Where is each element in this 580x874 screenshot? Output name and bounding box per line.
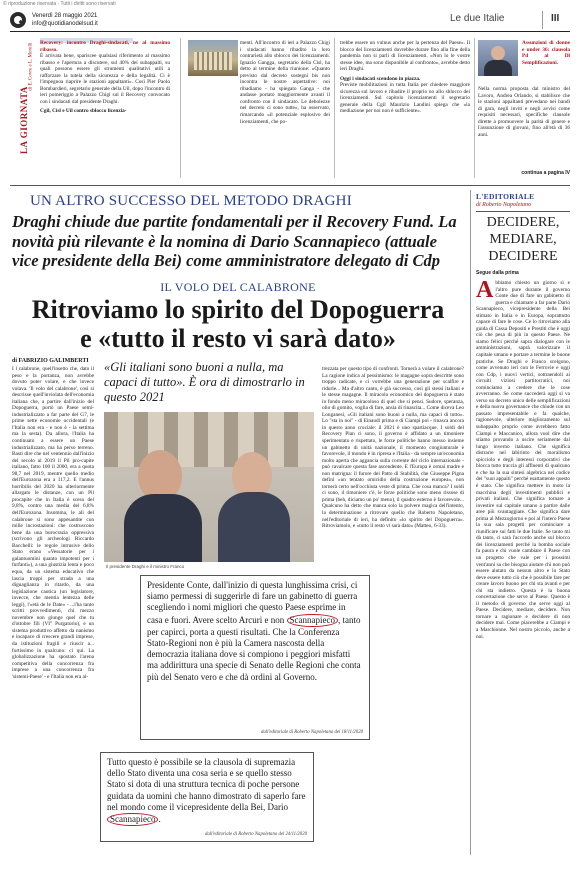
draghi-franco-photo [104, 412, 314, 562]
quote-source-1: dall'editoriale di Roberto Napoletano del 18/11/2020 [260, 730, 363, 735]
continua-link[interactable]: continua a pagina IV [521, 170, 570, 176]
brief-sindacati-cont [188, 80, 330, 176]
scannapieco-highlight-1: Scannapieco [287, 614, 338, 627]
article-column-1: I l calabrone, quell'insetto che, dato il peso e la portanza, non avrebbe dovuto poter volare, e che invece volava. 'Il volo del calabrone', così si descrisse quell'inviolata dell'economia italiana che, a partire dall'inizio del Dopoguerra, portò un Paese semi-industrializzato a far parte del G7, le prime sette economie occidentali (e l'Italia non era - e non è - la settima ma la sesta). Da allora, l'Italia ha continuato a essere un Paese industrializzato, ma ha perso terreno. Basti dire che nel ventennio dall'inizio del secolo al 2019 il Pil pro-capite italiano, fatto 100 il 2000, era a quota 98,7 nel 2019, mentre quello medio dell'Eurozona era a 117,2. E l'annus horribilis del 2020 ha ulteriormente allargato le distanze, con un Pil procapite che in Italia è sceso del 9,8%, contro una media del 6,8% dell'Eurozona. Insomma, le ali del calabrone si sono appesantite con mille incrostazioni: che costruscono bene da una burocrazia oppressiva (scrivono gli archeologi Riccardo Bacchelli: le regole intrusive dello Stato erano «Vessatorie per i galantuomini quanto impotenti per i furfanti»), a una giustizia lenta e poco equa, da un sistema educativo che lascia troppi per strada a una diguaglianza in ritardo, da una legislazione caotica (un legislatore, invecce, che mentia lentezza delle leggi), l'«età de le Date» - ...l'ha tanto scritti provvedimenti, chi mezzo novembre non giunge quel che tu d'ottobre fili (VI° Purgatorio), e un sistema produttivo affetto da nanismo e incapace di crescere grandi imprese, da istituzioni fragili e riuscir a... fortissimo in qualcuno: ci qui. La globalizzazione ha spostato l'arena competitiva della concorrenza fra imprese a una concorrenza fra 'sistemi-Paese' - e l'Italia non era al- [12, 366, 94, 680]
masthead [10, 11, 570, 31]
editorial-author: di Roberto Napoletano [476, 202, 531, 208]
quote-source-2: dall'editoriale di Roberto Napoletano del 24/11/2020 [204, 832, 307, 837]
photo-caption: Il presidente Draghi e il ministro Franco [106, 564, 185, 569]
brief-piazza: trebbe essere un vulnus anche per la pertenza del Paese». Il blocco dei licenziamenti dovrebbe durare fino alla fine della pandemia non si parli di licenziamenti. «Non lo le vostre stesse idee, ma sono disponibile al confronto», avrebbe detto ieri Draghi. Oggi i sindacati scendono in piazza. Previste mobilitazioni in tutta Italia per chiedere maggiore sicurezza sul lavoro e ribadire il proprio no allo sblocco dei licenziamenti. Sul capitolo licenziamenti il segretario generale della Cgil Maurizio Landini spiega che «la mediazione per noi non è sufficiente». [340, 40, 470, 115]
editorial-kicker: L'EDITORIALE [476, 192, 535, 201]
article-deck: Draghi chiude due partite fondamentali per il Recovery Fund. La novità più rilevante è la nomina di Dario Scannapieco (attuale vice presidente della Bei) come amministratore delegato di Cdp [12, 212, 457, 270]
article-headline-2: e «tutto il resto vi sarà dato» [80, 324, 396, 353]
editorial-body: Abbiamo chiesto un giorno sì e l'altro pure durante il governo Conte due di fare un gabinetto di guerra e chiamare a far parte Dario Scannapieco, vicepresidente della Bei stimato in Italia e in Europa, soprattutto capace di fare le cose. Ce lo ritroviamo alla guida di Cassa Depositi e Prestiti che è oggi ciò che pesa di più in questo Paese. Ne siamo felici perché sapra dialogare con le amministrazioni, saprà valorizzare il capitale umano e portare a termine le buone pratiche. Se Draghi e Franco scelgono, come avvenuto ieri con le Ferrovie e oggi con Cdp, i nuovi vertici, sottraendoli ai circuiti viziosi partitocratici, noi cominciamo a credere che le cose avverranno. Se come succederà oggi si va verso un decreto unico delle semplificazioni e della nuova governance che chiude con un passato impresentabile e fa qualche, ragionevole, ulteriore miglioramento sul subappalto proprio come avrebbero fatto Ciampi e Maccanico, allora vuol dire che stiamo provando a uscire seriamente dal lungo inverno italiano. Che significa distrarre nel labirinto del moralismo spicciolo e degli interessi corporativi che blocca tutto traccia gli affluenti di qualcuno e che ha la sua sintesi algebrica nel codice dei "suoi appalti" perché esattamente questo è stato. Che significa mettere in moto la macchina degli investimenti pubblici e privati italiani. Che significa tornare a investire sul capitale umano a partire dalle aree più svantaggiate. Che significa dare prima al Mezzogiorno e poi al l'intero Paese la sua sala progetti per cominciare a riunificare sui fatti le due Italie. Se tanto mi dà tanto, ci sarà l'accordo anche sul blocco dei licenziamenti perché la bomba sociale fa paura e chi vuole cambiare il Paese con un progetto che vale per i prossimi vent'anni sa che bisogna aiutare chi non può essere aiutato da nessun altro e lo Stato deve essere tutto ciò che è possibile fare per creare lavoro buono per chi sta avanti e per chi sta indietro. Questa è la buona concertazione che serve al Paese. Questo è il metodo di governo che serve oggi al Paese. Decidere, mediare, decidere. Non tornare a ragionare e decidere di non decidere mai. Come piacerebbe a Ciampi e a Marchionne. Nel nostro piccolo, anche a noi. [476, 277, 570, 640]
giornata-label: LA GIORNATA di E. Covre e L. Morelli [19, 42, 34, 154]
article-column-2-end [322, 742, 464, 852]
scannapieco-highlight-2: Scannapieco [107, 813, 158, 826]
copyright-strip: © riproduzione riservata · Tutti i diritti sono riservati [3, 1, 116, 7]
page-number: III [551, 13, 560, 24]
article-kicker: UN ALTRO SUCCESSO DEL METODO DRAGHI [30, 193, 352, 209]
article-pull-quote: «Gli italiani sono buoni a nulla, ma capaci di tutto». È ora di dimostrarlo in questo 2021 [104, 360, 305, 404]
editorial-follow: Segue dalla prima [476, 270, 519, 276]
quote-box-bei: Tutto questo è possibile se la clausola di supremazia dello Stato diventa una cosa seria e se quello stesso Stato si dota di una struttura tecnica di poche persone guidata da uomini che hanno dimostrato di saperlo fare nel mondo come il vicepresidente della Bei, Dario Scannapieco . dall'editoriale di Roberto Napoletano del 24/11/2020 [100, 752, 314, 842]
editorial-title: DECIDERE, MEDIARE, DECIDERE [486, 215, 560, 264]
quote-box-conte: Presidente Conte, dall'inizio di questa lunghissima crisi, ci siamo permessi di suggerirle di fare un gabinetto di guerra scegliendo i nomi migliori che questo Paese esprime in casa e fuori. Avere scelto Arcuri e non Scannapieco , tanto per capirci, porta a questi risultati. Che la Conferenza Stato-Regioni non è più la Camera nascosta della democrazia italiana dove si compiono i peggiori misfatti ma addirittura una specie di Senato delle Regioni che conta più del Senato vero e che dà ordini al Governo. dall'editoriale di Roberto Napoletano del 18/11/2020 [140, 575, 370, 740]
article-subkicker: IL VOLO DEL CALABRONE [160, 280, 316, 294]
article-byline: di FABRIZIO GALIMBERTI [12, 358, 89, 364]
editorial-dropcap: A [476, 277, 494, 303]
palazzo-chigi-photo [188, 40, 238, 76]
article-headline-1: Ritroviamo lo spirito del Dopoguerra [31, 295, 445, 324]
issue-date: Venerdì 28 maggio 2021 [32, 13, 98, 19]
article-column-2: trezzata per questo tipo di confronti. Tornerà a volare il calabrone? La ragione indica al pessimismo: le magagne sopra descritte sono troppo radicate, e ci vorrebbe una generazione per scalfire e ridurle... Ma d'altro canto, è già successo, così gli stessi italiani e le stesse magagne. Il miracolo economico del dopoguerra è stato in fondo meno miracoloso di quel che si pensi. Sudore, speranza, olio di gomito, voglia di fare, ansia di rinascita... Come diceva Leo Longanesi, «Gli italiani sono buoni a nulla, ma capaci di tutto». Lo "sta in noi" - di Einaudi prima e di Ciampi poi - rinasca ancora in questo anno cruciale: il 2021 è uno spartiacque. I soldi del Recovery Plan ci sono, il governo è affidato a un timoniere sperimentato e rispettato, le forze politiche hanno messo insieme un gabinetto di unità nazionale, il momento congiunturale è favorevole, il mondo è in ripresa e l'Italia - da sempre un'economia molto aperta che aggancia sulla corrente del ciclo internazionale - può cavalcare questa fase ascendente. E l'Europa è ormai madre e non matrigna: il furore del Patto di Stabilità, che Giuseppe Pigna definì «un tentato omicidio della costruzione europea», non tornerà certo nell'occhiuta veste di prima. Che cosa manca? I soldi ci sono, il timoniere c'è, le forze politiche sono meno rissose di prima (beh, diciamo un po' meno), il quadro esterno è favorevole... Qualcuno ha detto che manca solo la polvere magica dell'intento, la determinazione a ritrovare quello che Roberto Napoletano, nell'editoriale di ieri, ha definito «lo spirito del Dopoguerra». Ritroviamolo, e «tutto il resto vi sarà dato» (Matteo, 6-33). [322, 366, 464, 530]
brief-sindacati: menti. All'incontro di ieri a Palazzo Chigi i sindacati hanno ribadito la loro contrarietà allo sblocco dei licenziamenti. Ignazio Gangga, segretario della Cisl, ha detto al termine della riunione: «Quanto previsto dal decreto sostegni bis non incontra le nostre aspettative: noi ribadiamo - ha spiegato Ganga - che andasse portato maggiormente avanti il confronto con il sindacato. Le debolezze nel decreto ci sono tutte», ha osservato, rimarcando «il potenziale esplosivo dei licenziamenti, che po- [240, 40, 330, 125]
section-title: Le due Italie [450, 13, 505, 24]
brief-recovery: Recovery: incontro Draghi-sindacati, ne al massimo ribasso. È arrivata bene, spariscee qualsiasi riferimento al massimo ribasso e l'apertura a discutere, sul 40% dei subappalti, su quali possono essere gli strumenti qualitativi utili a rafforzare la tutela della sicurezza e della legalità. Ci è l'impegnoa riaprire le stazioni appaltanti». Così Pier Paolo Bombardieri, segretario generale della Uil, dopo l'incontro di ieri pomeriggio a Palazzo Chigi sul il Recovery convocato con i sindacati dal presidente Draghi. Cgil, Cisl e Uil contro sblocco licenzia- [40, 40, 170, 115]
newspaper-logo-icon [10, 12, 26, 28]
brief-assunzioni: Assunzioni di donne e under 36: clausola Pd al Dl Semplificazioni. [522, 40, 570, 66]
contact-email[interactable]: info@quotidianodelsud.it [32, 21, 98, 27]
brief-assunzioni-body: Nella norma proposta dal ministro del Lavoro, Andrea Orlando, si stabilisce che le stazioni appaltanti prevedano nei bandi di gara, negli inviti e negli avvisi come requisiti necessari, specifiche clausole dirette a promuovere la parità di genere e l'assunzione di giovani, fino all'età di 36 anni. [478, 86, 570, 138]
